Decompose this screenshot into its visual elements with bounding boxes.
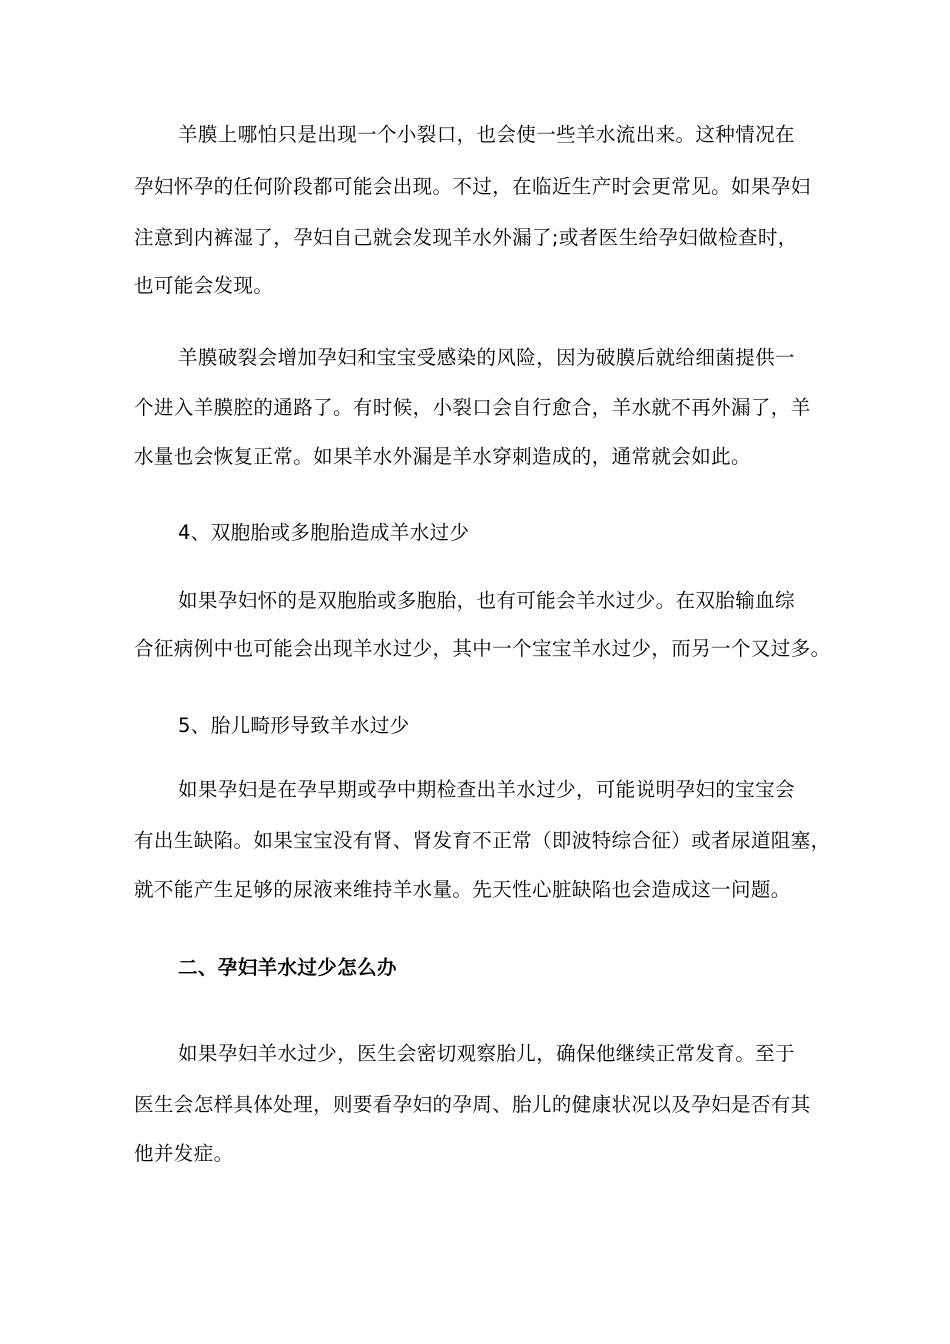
section-heading-2: 二、孕妇羊水过少怎么办 bbox=[178, 956, 397, 979]
section-heading-4: 4、双胞胎或多胞胎造成羊水过少 bbox=[178, 521, 470, 544]
paragraph-1-line-1: 羊膜上哪怕只是出现一个小裂口，也会使一些羊水流出来。这种情况在 bbox=[178, 123, 795, 146]
paragraph-1-line-2: 孕妇怀孕的任何阶段都可能会出现。不过，在临近生产时会更常见。如果孕妇 bbox=[134, 175, 811, 198]
paragraph-3-line-1: 如果孕妇怀的是双胞胎或多胞胎，也有可能会羊水过少。在双胎输血综 bbox=[178, 589, 795, 612]
paragraph-5-line-1: 如果孕妇羊水过少，医生会密切观察胎儿，确保他继续正常发育。至于 bbox=[178, 1042, 795, 1065]
paragraph-2-line-2: 个进入羊膜腔的通路了。有时候，小裂口会自行愈合，羊水就不再外漏了，羊 bbox=[134, 396, 811, 419]
paragraph-2-line-3: 水量也会恢复正常。如果羊水外漏是羊水穿刺造成的，通常就会如此。 bbox=[134, 445, 751, 468]
paragraph-5-line-3: 他并发症。 bbox=[134, 1142, 234, 1165]
paragraph-3-line-2: 合征病例中也可能会出现羊水过少，其中一个宝宝羊水过少，而另一个又过多。 bbox=[134, 637, 831, 660]
paragraph-4-line-2: 有出生缺陷。如果宝宝没有肾、肾发育不正常（即波特综合征）或者尿道阻塞， bbox=[134, 829, 831, 852]
paragraph-1-line-3: 注意到内裤湿了，孕妇自己就会发现羊水外漏了;或者医生给孕妇做检查时， bbox=[134, 226, 798, 249]
paragraph-1-line-4: 也可能会发现。 bbox=[134, 274, 274, 297]
paragraph-4-line-1: 如果孕妇是在孕早期或孕中期检查出羊水过少，可能说明孕妇的宝宝会 bbox=[178, 778, 795, 801]
section-heading-5: 5、胎儿畸形导致羊水过少 bbox=[178, 714, 410, 737]
paragraph-4-line-3: 就不能产生足够的尿液来维持羊水量。先天性心脏缺陷也会造成这一问题。 bbox=[134, 878, 791, 901]
paragraph-5-line-2: 医生会怎样具体处理，则要看孕妇的孕周、胎儿的健康状况以及孕妇是否有其 bbox=[134, 1093, 811, 1116]
paragraph-2-line-1: 羊膜破裂会增加孕妇和宝宝受感染的风险，因为破膜后就给细菌提供一 bbox=[178, 346, 795, 369]
